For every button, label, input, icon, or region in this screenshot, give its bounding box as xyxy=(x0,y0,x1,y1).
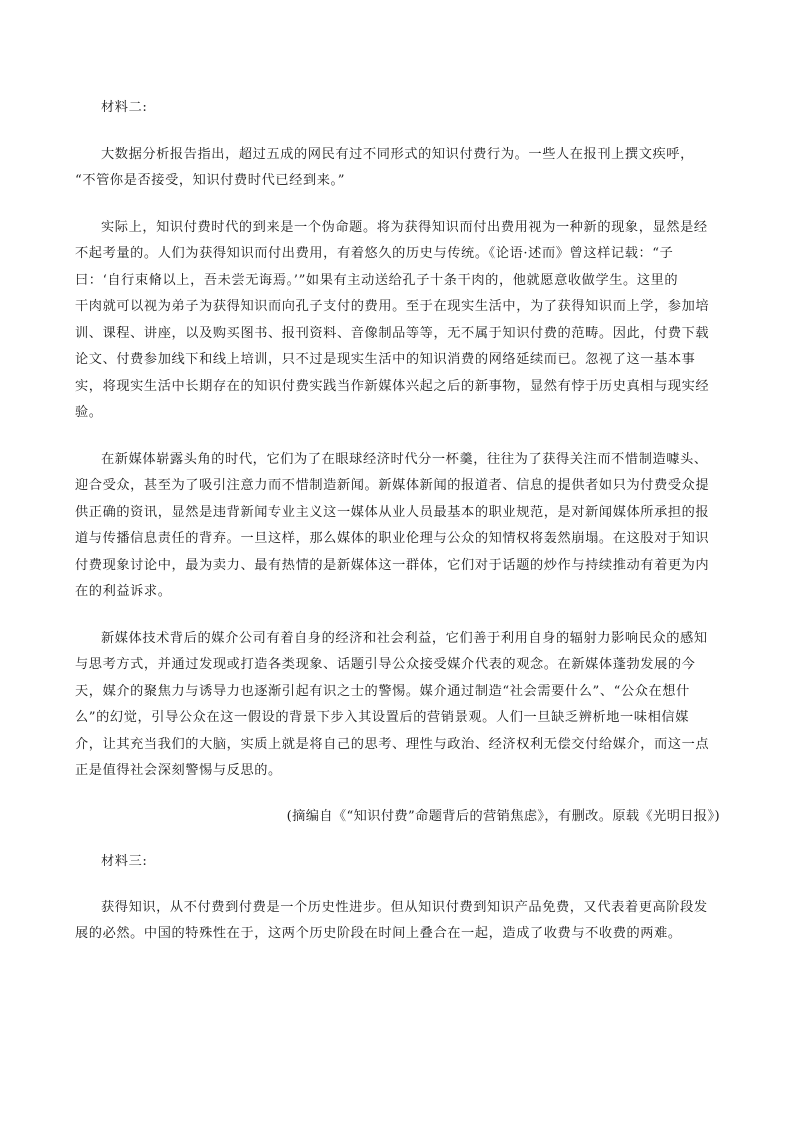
paragraph-line: 验。 xyxy=(75,405,103,420)
paragraph-2 xyxy=(75,215,720,427)
paragraph-line: “不管你是否接受，知识付费时代已经到来。” xyxy=(75,173,346,188)
paragraph-4 xyxy=(75,626,720,785)
paragraph-line: 不起考量的。人们为获得知识而付出费用，有着悠久的历史与传统。《论语·述而》曾这样记载：“子 xyxy=(75,246,674,261)
document-body xyxy=(75,95,720,948)
paragraph-line: 么”的幻觉，引导公众在这一假设的背景下步入其设置后的营销景观。人们一旦缺乏辨析地一味相信媒 xyxy=(75,710,689,725)
paragraph-line: 付费现象讨论中，最为卖力、最有热情的是新媒体这一群体，它们对于话题的炒作与持续推动有着更为内 xyxy=(75,557,710,573)
paragraph-line: 展的必然。中国的特殊性在于，这两个历史阶段在时间上叠合在一起，造成了收费与不收费的两难。 xyxy=(75,926,682,941)
paragraph-line: 在新媒体崭露头角的时代，它们为了在眼球经济时代分一杯羹，往往为了获得关注而不惜制造噱头、 xyxy=(101,451,708,467)
paragraph-line: 干肉就可以视为弟子为获得知识而向孔子支付的费用。至于在现实生活中，为了获得知识而上学，参加培 xyxy=(75,299,710,314)
paragraph-line: 实，将现实生活中长期存在的知识付费实践当作新媒体兴起之后的新事物，显然有悖于历史真相与现实经 xyxy=(75,378,710,394)
paragraph-line: 在的利益诉求。 xyxy=(75,584,172,599)
paragraph-line: 大数据分析报告指出，超过五成的网民有过不同形式的知识付费行为。一些人在报刊上撰文疾呼， xyxy=(101,146,694,162)
paragraph-line: 获得知识，从不付费到付费是一个历史性进步。但从知识付费到知识产品免费，又代表着更高阶段发 xyxy=(101,899,708,915)
paragraph-line: 曰：‘自行束脩以上，吾未尝无诲焉。’”如果有主动送给孔子十条干肉的，他就愿意收做学生。这里的 xyxy=(75,272,679,288)
material-3-label: 材料三: xyxy=(101,854,148,869)
paragraph-line: 迎合受众，甚至为了吸引注意力而不惜制造新闻。新媒体新闻的报道者、信息的提供者如只为付费受众提 xyxy=(75,478,710,493)
material-2-label: 材料二: xyxy=(101,100,148,115)
paragraph-line: 供正确的资讯，显然是违背新闻专业主义这一媒体从业人员最基本的职业规范，是对新闻媒体所承担的报 xyxy=(75,504,710,520)
source-citation: (摘编自《“知识付费”命题背后的营销焦虑》，有删改。原载《光明日报》) xyxy=(286,808,720,824)
paragraph-line: 新媒体技术背后的媒介公司有着自身的经济和社会利益，它们善于利用自身的辐射力影响民众的感知 xyxy=(101,630,708,646)
paragraph-5 xyxy=(75,895,720,948)
paragraph-1 xyxy=(75,142,720,195)
paragraph-line: 实际上，知识付费时代的到来是一个伪命题。将为获得知识而付出费用视为一种新的现象，显然是经 xyxy=(101,219,708,235)
paragraph-line: 与思考方式，并通过发现或打造各类现象、话题引导公众接受媒介代表的观念。在新媒体蓬勃发展的今 xyxy=(75,657,696,672)
paragraph-line: 道与传播信息责任的背弃。一旦这样，那么媒体的职业伦理与公众的知情权将轰然崩塌。在这股对于知识 xyxy=(75,531,710,546)
paragraph-line: 天，媒介的聚焦力与诱导力也逐渐引起有识之士的警惕。媒介通过制造“社会需要什么”、“公众在想什 xyxy=(75,683,690,699)
paragraph-line: 介，让其充当我们的大脑，实质上就是将自己的思考、理性与政治、经济权利无偿交付给媒介，而这一点 xyxy=(75,736,710,752)
paragraph-line: 正是值得社会深刻警惕与反思的。 xyxy=(75,763,282,778)
paragraph-line: 训、课程、讲座，以及购买图书、报刊资料、音像制品等等，无不属于知识付费的范畴。因此，付费下载 xyxy=(75,325,710,341)
paragraph-line: 论文、付费参加线下和线上培训，只不过是现实生活中的知识消费的网络延续而已。忽视了这一基本事 xyxy=(75,352,696,367)
paragraph-3 xyxy=(75,447,720,606)
